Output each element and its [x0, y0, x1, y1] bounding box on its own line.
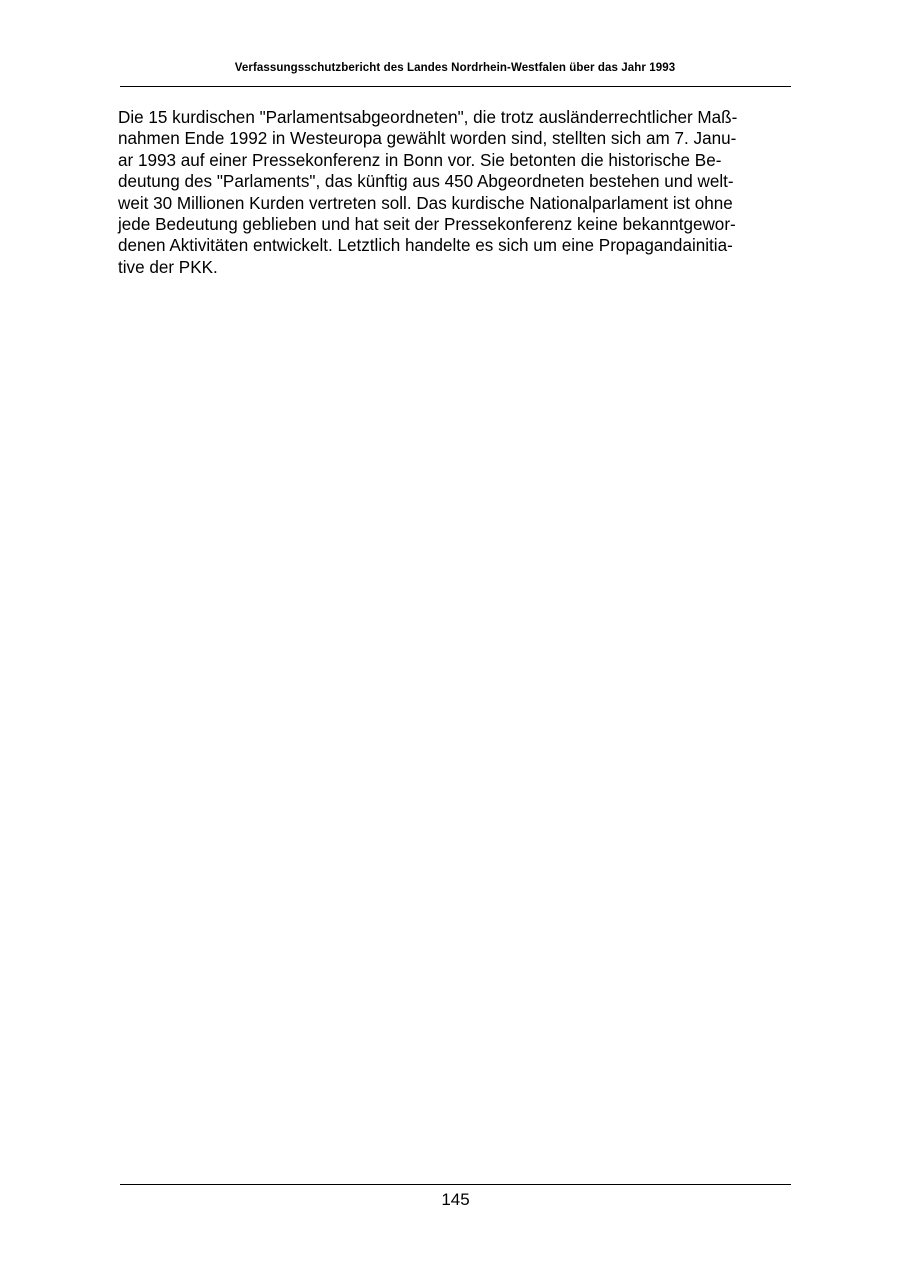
header-divider — [120, 86, 791, 87]
paragraph-line: ar 1993 auf einer Pressekonferenz in Bonn vor. Sie betonten die historische Be- — [118, 150, 722, 170]
page-number: 145 — [441, 1190, 470, 1209]
paragraph-line: weit 30 Millionen Kurden vertreten soll. Das kurdische Nationalparlament ist ohne — [118, 193, 733, 213]
paragraph-line: Die 15 kurdischen "Parlamentsabgeordneten", die trotz ausländerrechtlicher Maß- — [118, 108, 738, 127]
footer-divider — [120, 1184, 791, 1185]
running-header: Verfassungsschutzbericht des Landes Nordrhein-Westfalen über das Jahr 1993 — [234, 62, 676, 74]
paragraph-line: jede Bedeutung geblieben und hat seit der Pressekonferenz keine bekanntgewor- — [118, 215, 736, 235]
paragraph-line: deutung des "Parlaments", das künftig aus 450 Abgeordneten bestehen und welt- — [118, 172, 734, 192]
paragraph-line: nahmen Ende 1992 in Westeuropa gewählt worden sind, stellten sich am 7. Janu- — [118, 129, 737, 149]
paragraph-line: tive der PKK. — [118, 257, 218, 277]
paragraph-line: denen Aktivitäten entwickelt. Letztlich handelte es sich um eine Propagandainitia- — [118, 236, 733, 256]
body-paragraph — [118, 107, 798, 278]
